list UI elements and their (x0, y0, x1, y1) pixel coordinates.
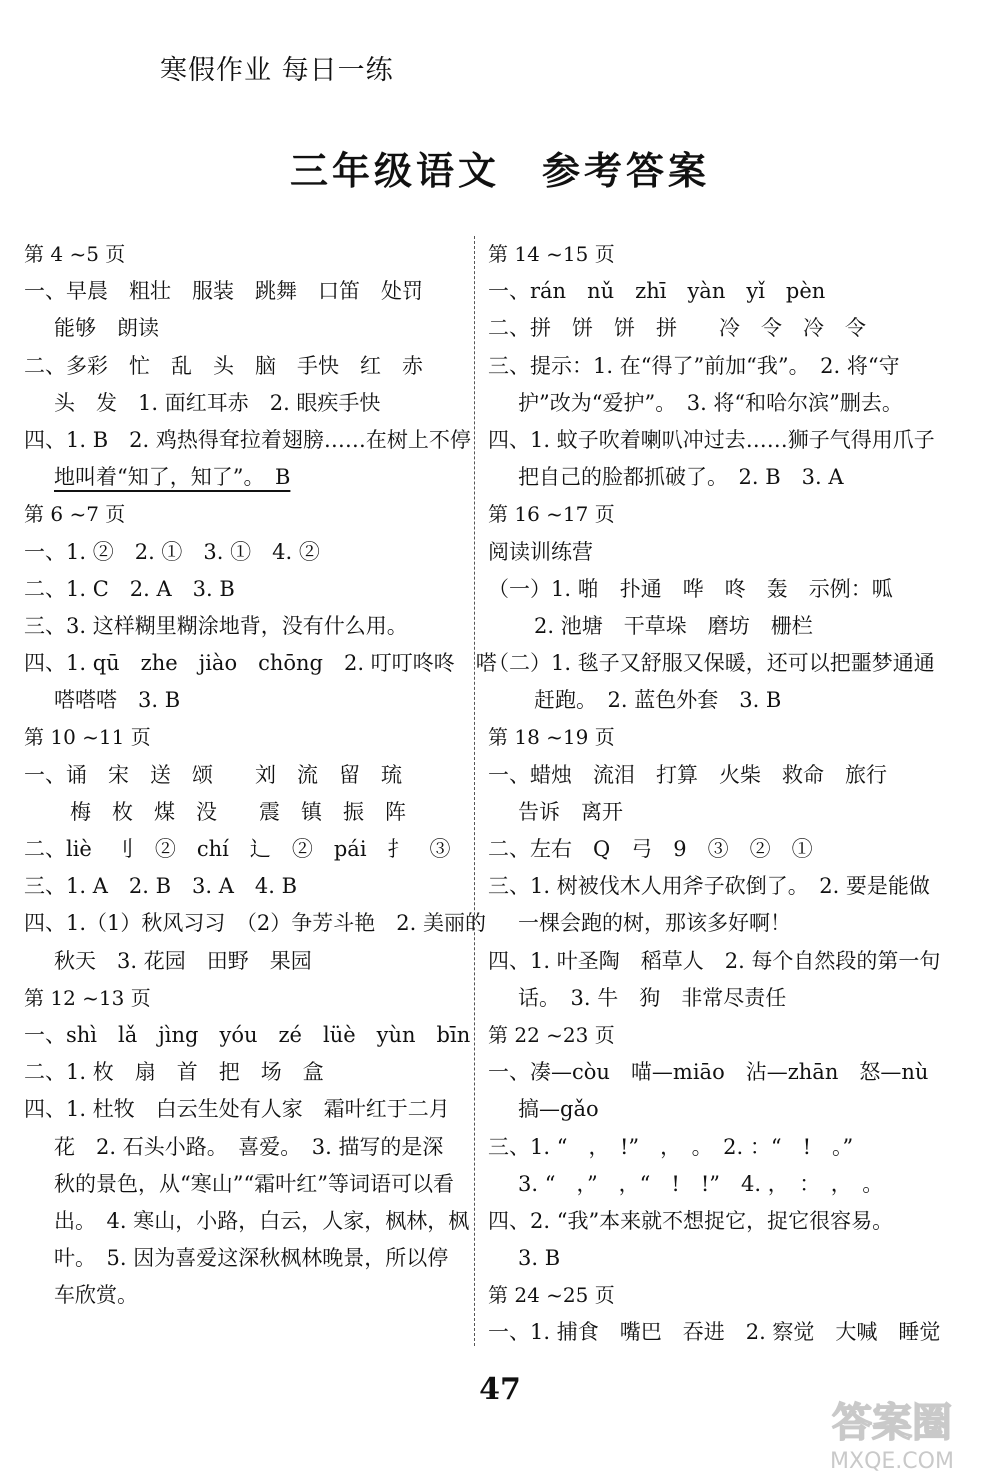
answer-line: 四、1. B 2. 鸡热得耷拉着翅膀……在树上不停 (24, 427, 471, 452)
answer-line: 叶。 5. 因为喜爱这深秋枫林晚景，所以停 (54, 1246, 449, 1271)
answer-line: 一、1. ② 2. ① 3. ① 4. ② (24, 539, 320, 564)
answer-line: 赶跑。 2. 蓝色外套 3. B (534, 688, 782, 713)
answer-line: 一、shì lǎ jìng yóu zé lüè yùn bīn (24, 1022, 471, 1047)
answer-line: 一、rán nǔ zhī yàn yǐ pèn (488, 279, 826, 304)
answer-line: 二、左右 Q 弓 9 ③ ② ① (488, 837, 813, 861)
answer-line: （一）1. 啪 扑通 哗 咚 轰 示例：呱 (488, 576, 893, 601)
answer-line: 四、1. 蚊子吹着喇叭冲过去……狮子气得用爪子 (488, 427, 935, 452)
answer-line: 三、1. 树被伐木人用斧子砍倒了。 2. 要是能做 (488, 874, 930, 899)
answer-line: 花 2. 石头小路。 喜爱。 3. 描写的是深 (54, 1134, 444, 1159)
column-divider (474, 236, 475, 1346)
answer-line: 四、2. “我”本来就不想捉它，捉它很容易。 (488, 1208, 894, 1233)
watermark-sub: MXQE.COM (830, 1449, 954, 1474)
answer-line: 一、诵 宋 送 颂 刘 流 留 琉 (24, 762, 402, 787)
answer-line: 四、1.（1）秋风习习 （2）争芳斗艳 2. 美丽的 (24, 911, 486, 936)
answer-line: 四、1. 杜牧 白云生处有人家 霜叶红于二月 (24, 1097, 450, 1122)
answer-line: 三、3. 这样糊里糊涂地背，没有什么用。 (24, 613, 408, 638)
answer-line: 车欣赏。 (54, 1283, 138, 1308)
answer-line: 三、1. A 2. B 3. A 4. B (24, 874, 298, 899)
answer-line: 嗒嗒嗒 3. B (54, 688, 181, 713)
answer-line: 搞—gǎo (518, 1097, 599, 1122)
answer-line: 能够 朗读 (54, 316, 159, 341)
section-heading: 第 10 ~11 页 (24, 725, 151, 750)
answer-line: 2. 池塘 干草垛 磨坊 栅栏 (534, 613, 813, 638)
section-heading: 第 18 ~19 页 (488, 725, 615, 750)
watermark-logo (792, 1388, 992, 1476)
answer-line: 梅 枚 煤 没 震 镇 振 阵 (70, 799, 406, 824)
answer-line: 二、1. 枚 扇 首 把 场 盒 (24, 1060, 324, 1085)
section-heading: 第 14 ~15 页 (488, 242, 615, 266)
answer-line: 3. B (518, 1246, 561, 1271)
answer-line: 告诉 离开 (518, 799, 623, 824)
answer-line: 护”改为“爱护”。 3. 将“和哈尔滨”删去。 (518, 390, 903, 415)
answer-line: 二、1. C 2. A 3. B (24, 576, 235, 601)
answer-line: 秋的景色，从“寒山”“霜叶红”等词语可以看 (54, 1171, 454, 1196)
series-title: 寒假作业 每日一练 (160, 55, 394, 86)
section-heading: 第 24 ~25 页 (488, 1283, 615, 1308)
page-number: 47 (479, 1372, 521, 1407)
answer-line: 地叫着“知了，知了”。 B (54, 465, 291, 490)
answer-line: 二、拼 饼 饼 拼 冷 令 冷 令 (488, 316, 866, 341)
answer-line: 3. “ ，” ，“ ! !” 4. ， ： ， 。 (518, 1171, 884, 1196)
left-answer-column (24, 236, 497, 1314)
answer-line: 秋天 3. 花园 田野 果园 (54, 948, 312, 973)
answer-line: 一棵会跑的树，那该多好啊！ (518, 911, 791, 936)
answer-line: （二）1. 毯子又舒服又保暖，还可以把噩梦通通 (488, 651, 935, 676)
answer-line: 一、蜡烛 流泪 打算 火柴 救命 旅行 (488, 762, 887, 787)
section-heading: 第 12 ~13 页 (24, 985, 151, 1010)
section-heading: 第 16 ~17 页 (488, 502, 615, 527)
answer-line: 四、1. qū zhe jiào chōng 2. 叮叮咚咚 嗒 (24, 651, 497, 676)
answer-line: 头 发 1. 面红耳赤 2. 眼疾手快 (54, 390, 381, 415)
section-heading: 第 4 ~5 页 (24, 242, 126, 266)
right-answer-column (488, 236, 958, 1352)
section-heading: 第 22 ~23 页 (488, 1022, 615, 1047)
answer-line: 出。 4. 寒山，小路，白云，人家，枫林，枫 (54, 1208, 470, 1233)
answer-line: 一、凑—còu 喵—miāo 沾—zhān 怒—nù (488, 1060, 929, 1085)
answer-line: 三、提示：1. 在“得了”前加“我”。 2. 将“守 (488, 353, 900, 378)
page-title: 三年级语文 参考答案 (289, 148, 710, 193)
answer-line: 四、1. 叶圣陶 稻草人 2. 每个自然段的第一句 (488, 948, 941, 973)
answer-line: 话。 3. 牛 狗 非常尽责任 (518, 985, 787, 1010)
answer-line: 阅读训练营 (488, 539, 593, 564)
answer-line: 一、早晨 粗壮 服装 跳舞 口笛 处罚 (24, 279, 423, 304)
answer-line: 三、1. “ ， !” ， 。 2. ：“ ! 。” (488, 1134, 854, 1159)
answer-line: 二、liè 刂 ② chí 辶 ② pái 扌 ③ (24, 837, 451, 861)
answer-line: 一、1. 捕食 嘴巴 吞进 2. 察觉 大喊 睡觉 (488, 1320, 941, 1345)
answer-line: 把自己的脸都抓破了。 2. B 3. A (518, 465, 844, 490)
watermark-text: 答案圈 (832, 1400, 952, 1446)
section-heading: 第 6 ~7 页 (24, 502, 126, 527)
answer-line: 二、多彩 忙 乱 头 脑 手快 红 赤 (24, 353, 423, 378)
